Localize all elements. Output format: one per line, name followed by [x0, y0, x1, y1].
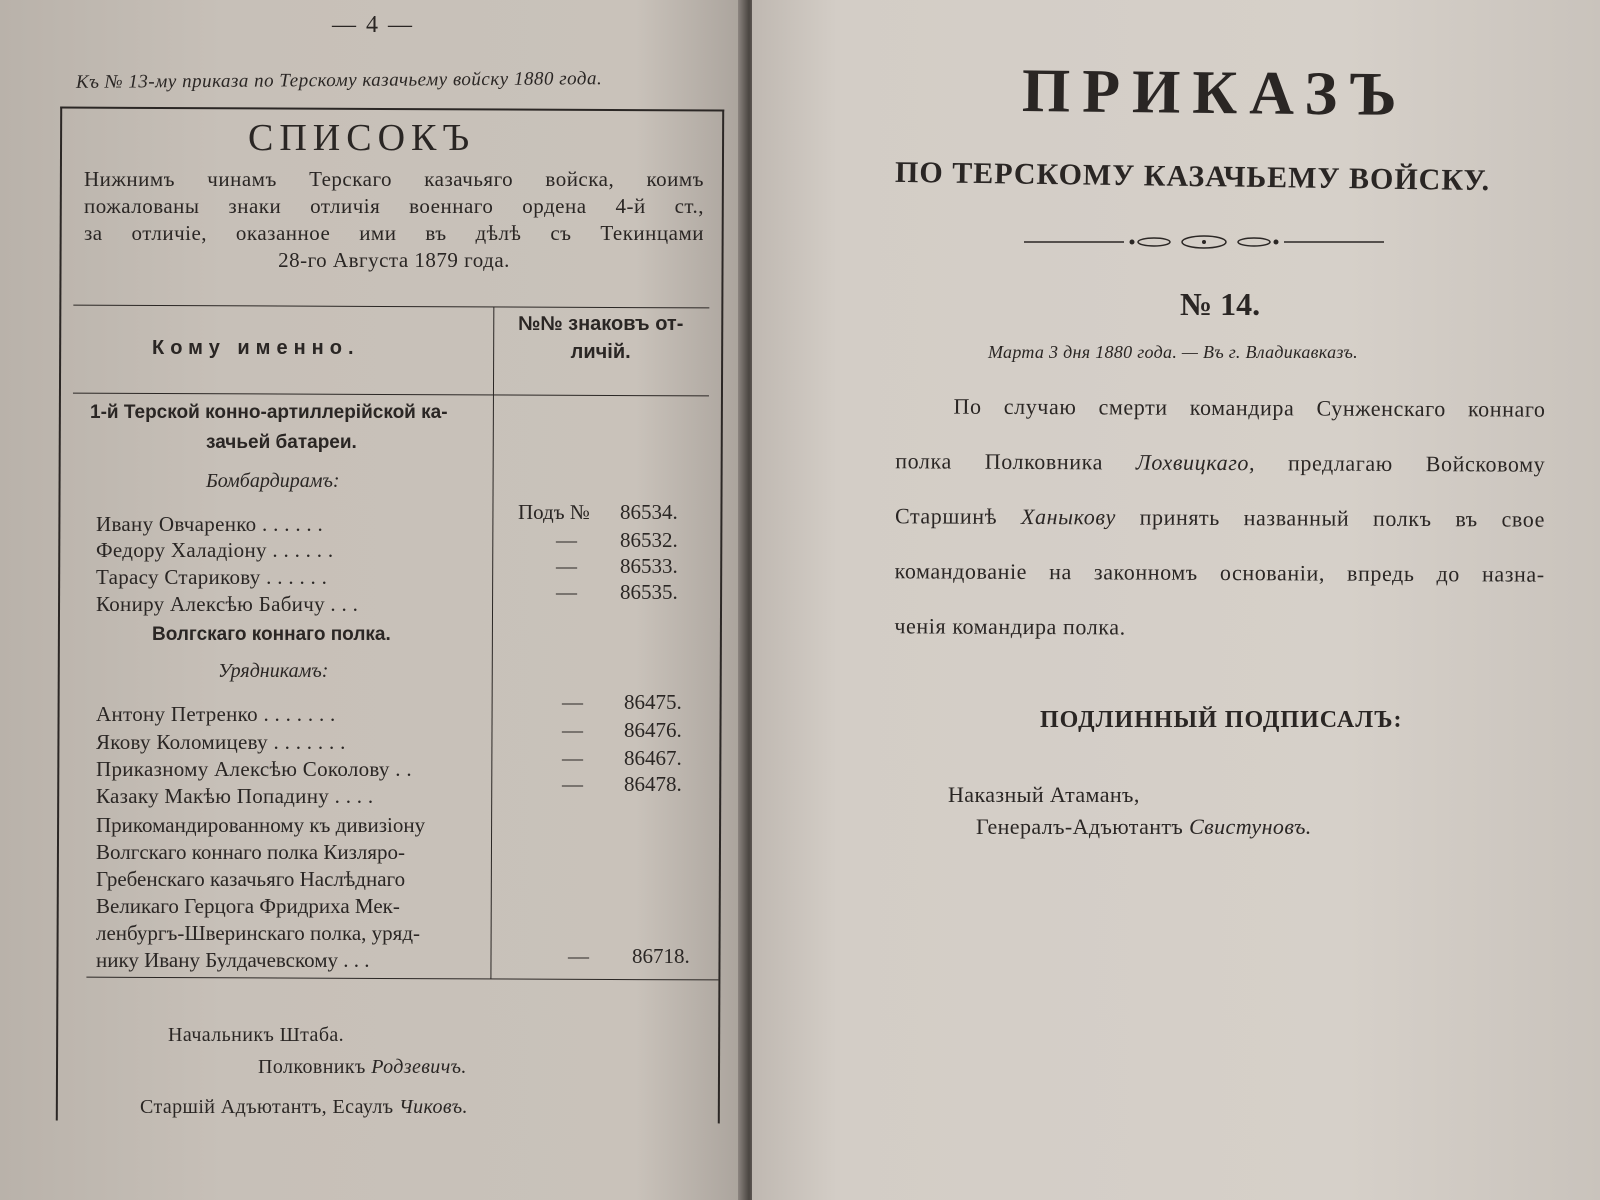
order-title: ПРИКАЗЪ: [1021, 56, 1410, 130]
body-line: [895, 433, 1545, 491]
list-item-name: Федору Халадіону . . . . . .: [96, 538, 334, 562]
body-text: принять названный полкъ въ свое: [1115, 504, 1546, 532]
signature-name: Свистуновъ.: [1189, 814, 1312, 839]
list-item-name: Антону Петренко . . . . . . .: [96, 702, 336, 726]
section-title: Волгскаго коннаго полка.: [152, 624, 391, 645]
multiline-name-line: Великаго Герцога Фридриха Мек-: [96, 894, 400, 918]
list-item-number: 86534.: [620, 500, 678, 524]
list-item-multiline: [96, 812, 425, 974]
signature-rank: Старшій Адъютантъ, Есаулъ: [140, 1096, 394, 1118]
rank-heading: Бомбардирамъ:: [206, 470, 340, 492]
signature-title: Начальникъ Штаба.: [168, 1024, 345, 1046]
list-item-number: 86467.: [624, 746, 682, 770]
list-item-number: 86476.: [624, 718, 682, 742]
list-item-prefix: —: [556, 528, 577, 552]
list-item-name: Казаку Макѣю Попадину . . . .: [96, 784, 374, 808]
signed-heading: ПОДЛИННЫЙ ПОДПИСАЛЪ:: [1040, 707, 1403, 733]
order-body: [894, 378, 1545, 656]
list-item-number: 86532.: [620, 528, 678, 552]
ornament-divider: [1024, 232, 1384, 252]
multiline-name-line: Гребенскаго казачьяго Наслѣднаго: [96, 867, 406, 891]
list-item-prefix: —: [562, 772, 583, 796]
signature-line: [140, 1096, 468, 1119]
list-item-name: Якову Коломицеву . . . . . . .: [96, 730, 346, 754]
body-text: предлагаю Войсковому: [1255, 450, 1546, 477]
signature-line: [258, 1056, 467, 1079]
signature-name: Чиковъ.: [398, 1096, 468, 1118]
section-title: зачьей батареи.: [206, 432, 357, 453]
column-header-numbers: [518, 310, 683, 366]
list-item-number: 86478.: [624, 772, 682, 796]
order-reference-caption: Къ № 13-му приказа по Терскому казачьему войску 1880 года.: [75, 68, 603, 93]
list-item-name: Тарасу Старикову . . . . . .: [96, 565, 328, 589]
multiline-name-line: ленбургъ-Шверинскаго полка, уряд-: [96, 921, 421, 945]
multiline-name-line: Прикомандированному къ дивизіону: [96, 813, 426, 837]
list-item-prefix: Подъ №: [518, 500, 590, 524]
order-subtitle: ПО ТЕРСКОМУ КАЗАЧЬЕМУ ВОЙСКУ.: [894, 155, 1491, 198]
left-page: [0, 0, 748, 1200]
table-header-bottom-rule: [73, 393, 709, 397]
body-line: По случаю смерти командира Сунженскаго коннаго: [953, 393, 1546, 422]
intro-line: за отличіе, оказанное ими въ дѣлѣ съ Текинцами: [84, 221, 704, 245]
list-item-prefix: —: [556, 554, 577, 578]
column-header-numbers-line1: №№ знаковъ от-: [518, 313, 684, 335]
table-header-top-rule: [73, 305, 709, 309]
right-page: [752, 0, 1600, 1200]
body-text: полка Полковника: [895, 448, 1136, 475]
body-line: ченія командира полка.: [894, 613, 1126, 640]
signature-rank: Генералъ-Адъютантъ: [976, 814, 1184, 839]
body-line: командованіе на законномъ основаніи, впредь до назна-: [894, 558, 1545, 587]
list-item-number: 86475.: [624, 690, 682, 714]
body-line: [895, 488, 1545, 546]
multiline-name-line: Волгскаго коннаго полка Кизляро-: [96, 840, 406, 864]
intro-line: Нижнимъ чинамъ Терскаго казачьяго войска, коимъ: [84, 167, 704, 191]
list-item-number: 86533.: [620, 554, 678, 578]
list-title: СПИСОКЪ: [248, 117, 476, 159]
table-bottom-rule: [86, 977, 718, 981]
order-date: Марта 3 дня 1880 года. — Въ г. Владикавказъ.: [988, 342, 1358, 362]
column-divider: [490, 306, 494, 978]
order-number: № 14.: [1180, 286, 1261, 322]
page-number: — 4 —: [332, 12, 414, 38]
multiline-name-line: нику Ивану Булдачевскому . . .: [96, 948, 370, 972]
person-name: Ханыкову: [1020, 503, 1116, 530]
section-title: 1-й Терской конно-артиллерійской ка-: [90, 402, 448, 423]
list-item-prefix: —: [562, 718, 583, 742]
list-item-name: Ивану Овчаренко . . . . . .: [96, 512, 324, 536]
list-item-prefix: —: [568, 944, 589, 968]
signature-name: Родзевичъ.: [371, 1056, 467, 1078]
list-item-name: Приказному Алексѣю Соколову . .: [96, 757, 412, 781]
signature-title: Наказный Атаманъ,: [948, 782, 1140, 807]
column-header-name: Кому именно.: [152, 337, 360, 359]
list-item-prefix: —: [562, 746, 583, 770]
list-intro: [84, 166, 704, 274]
column-header-numbers-line2: личій.: [570, 341, 631, 363]
list-item-prefix: —: [556, 580, 577, 604]
list-item-prefix: —: [562, 690, 583, 714]
intro-line: 28-го Августа 1879 года.: [278, 248, 510, 272]
signature-line: [976, 814, 1312, 840]
intro-line: пожалованы знаки отличія военнаго ордена 4-й ст.,: [84, 194, 704, 218]
rank-heading: Урядникамъ:: [218, 660, 329, 682]
list-item-number: 86718.: [632, 944, 690, 968]
list-item-name: Кониру Алексѣю Бабичу . . .: [96, 592, 359, 616]
body-text: Старшинѣ: [894, 503, 1022, 529]
signature-rank: Полковникъ: [258, 1056, 366, 1078]
list-item-number: 86535.: [620, 580, 678, 604]
person-name: Лохвицкаго,: [1135, 449, 1256, 476]
